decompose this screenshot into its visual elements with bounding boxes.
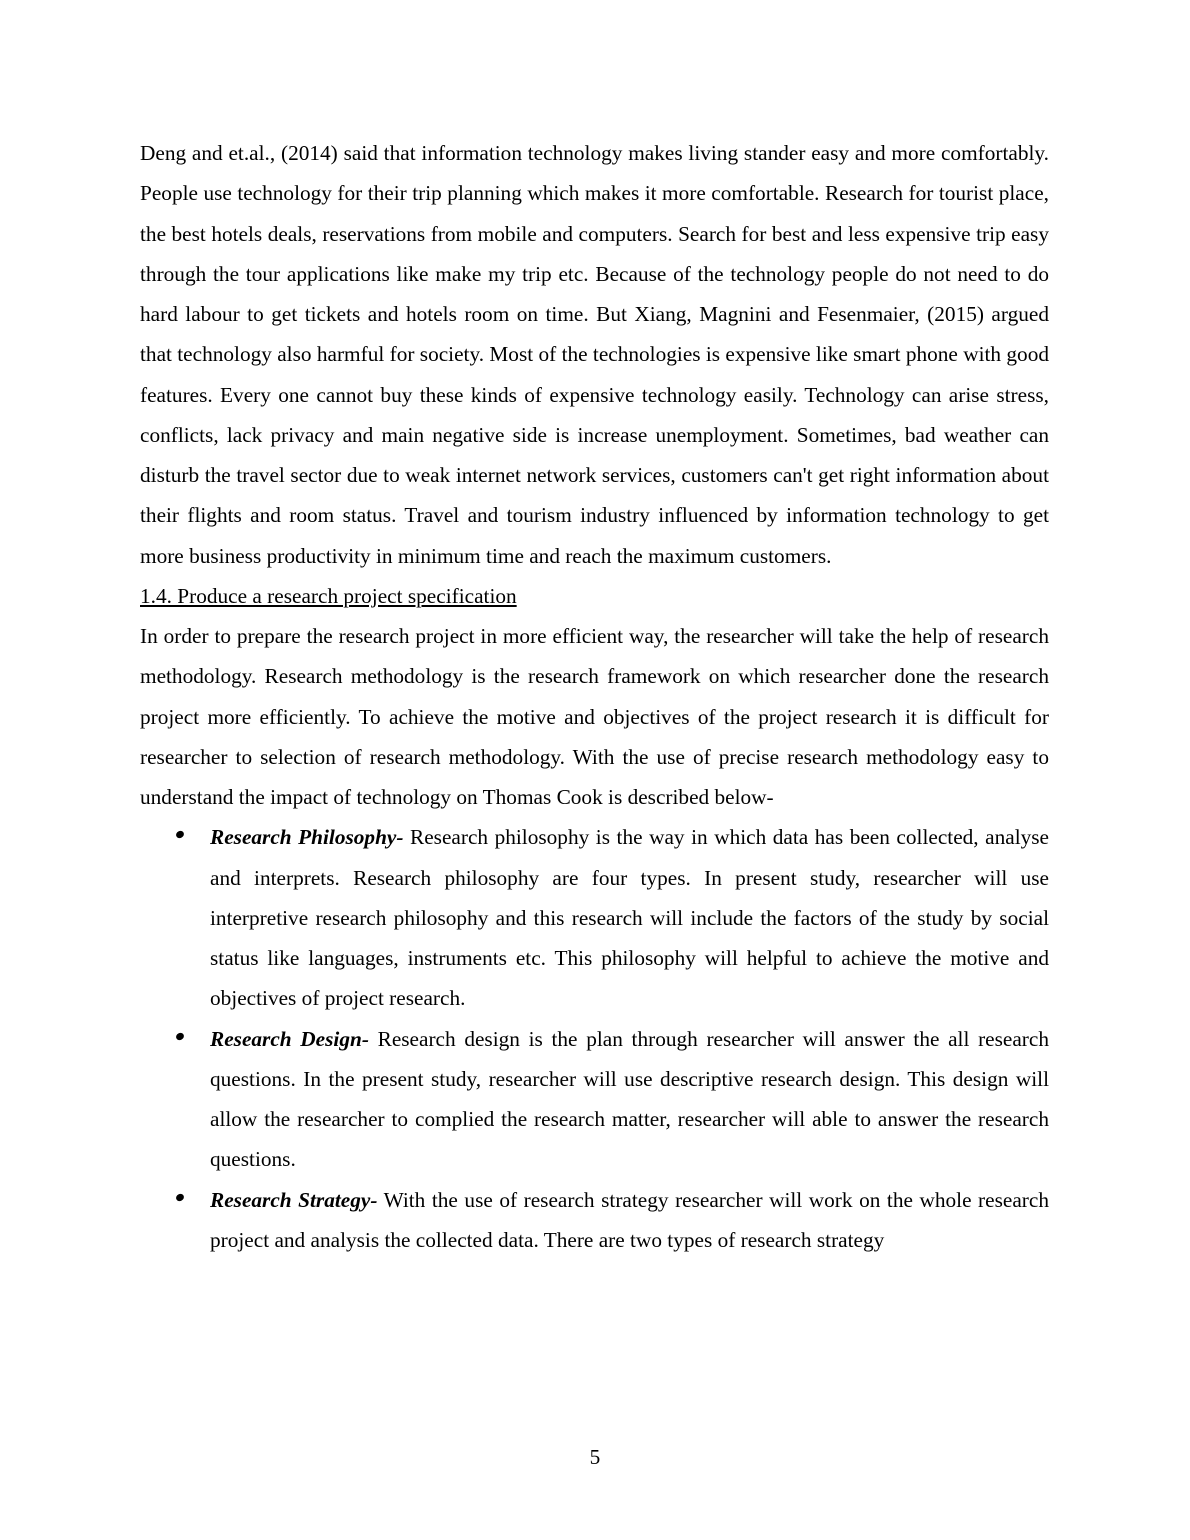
methodology-list	[140, 817, 1049, 1260]
intro-paragraph: In order to prepare the research project in more efficient way, the researcher will take the help of research methodology. Research methodology is the research framework on which researcher done the research project more efficiently. To achieve the motive and objectives of the project research it is difficult for researcher to selection of research methodology. With the use of precise research methodology easy to understand the impact of technology on Thomas Cook is described below-	[140, 624, 1049, 809]
bullet-term: Research Strategy-	[210, 1187, 378, 1212]
body-paragraph: Deng and et.al., (2014) said that information technology makes living stander easy and more comfortably. People use technology for their trip planning which makes it more comfortable. Research for tourist place, the best hotels deals, reservations from mobile and computers. Search for best and less expensive trip easy through the tour applications like make my trip etc. Because of the technology people do not need to do hard labour to get tickets and hotels room on time. But Xiang, Magnini and Fesenmaier, (2015) argued that technology also harmful for society. Most of the technologies is expensive like smart phone with good features. Every one cannot buy these kinds of expensive technology easily. Technology can arise stress, conflicts, lack privacy and main negative side is increase unemployment. Sometimes, bad weather can disturb the travel sector due to weak internet network services, customers can't get right information about their flights and room status. Travel and tourism industry influenced by information technology to get more business productivity in minimum time and reach the maximum customers.	[140, 141, 1049, 568]
bullet-term: Research Philosophy-	[210, 825, 404, 850]
list-item-research-strategy	[140, 1180, 1049, 1261]
page-content	[140, 133, 1049, 1260]
bullet-text: Research philosophy is the way in which data has been collected, analyse and interprets. Research philosophy are four types. In present study, researcher will use interpretive research philosophy and this research will include the factors of the study by social status like languages, instruments etc. This philosophy will helpful to achieve the motive and objectives of project research.	[210, 825, 1050, 1011]
list-item-research-design	[140, 1019, 1049, 1180]
bullet-icon	[175, 1031, 185, 1041]
section-heading: 1.4. Produce a research project specification	[140, 583, 517, 608]
page-number: 5	[589, 1445, 601, 1469]
list-item-research-philosophy	[140, 817, 1049, 1018]
bullet-text: Research design is the plan through researcher will answer the all research questions. In the present study, researcher will use descriptive research design. This design will allow the researcher to complied the research matter, researcher will able to answer the research questions.	[210, 1026, 1049, 1172]
bullet-icon	[175, 830, 185, 840]
bullet-icon	[175, 1192, 185, 1202]
bullet-text: With the use of research strategy researcher will work on the whole research project and analysis the collected data. There are two types of research strategy	[210, 1187, 1049, 1252]
bullet-term: Research Design-	[210, 1026, 369, 1051]
